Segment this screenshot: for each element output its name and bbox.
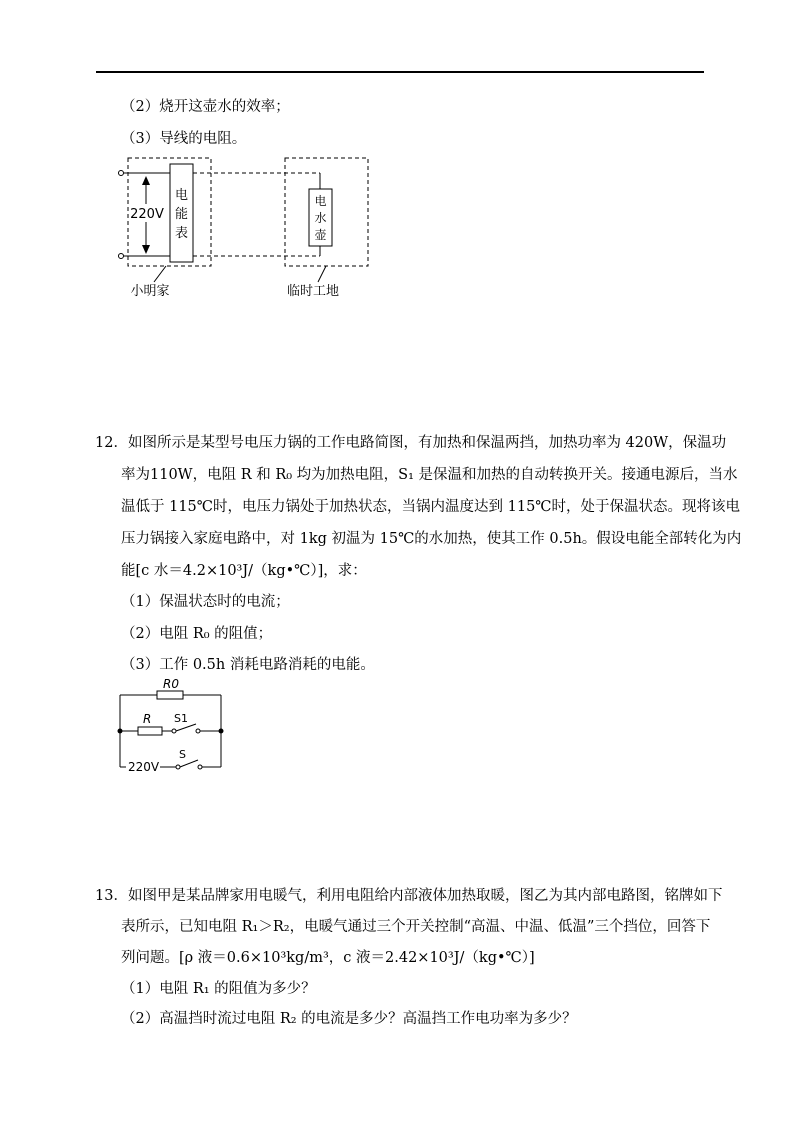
- q12-circuit-figure: [0, 670, 800, 780]
- q13-sub2: （2）高温挡时流过电阻 R₂ 的电流是多少？高温挡工作电功率为多少？: [121, 1011, 577, 1027]
- meter-char-1: 电: [174, 188, 189, 203]
- q12-line-1: 12．如图所示是某型号电压力锅的工作电路简图，有加热和保温两挡，加热功率为 420W，保温功: [95, 435, 727, 451]
- header-rule: [96, 71, 704, 73]
- q11-sub2: （2）烧开这壶水的效率；: [121, 99, 290, 115]
- resistor-r: [138, 727, 162, 735]
- resistor-r0: [157, 691, 183, 699]
- r-label: R: [143, 712, 152, 726]
- s1-label: S1: [174, 712, 188, 725]
- q11-sub3: （3）导线的电阻。: [121, 131, 247, 147]
- site-label: 临时工地: [286, 284, 340, 299]
- meter-char-3: 表: [174, 226, 189, 241]
- q12-line-4: 压力锅接入家庭电路中，对 1kg 初温为 15℃的水加热，使其工作 0.5h。假设电能全部转化为内: [121, 531, 742, 547]
- q11-circuit-figure: [0, 150, 800, 310]
- switch-s1: [176, 724, 196, 731]
- q13-line-3: 列问题。[ρ 液＝0.6×10³kg/m³，c 液＝2.42×10³J/（kg•℃）]: [121, 950, 535, 966]
- home-label: 小明家: [130, 284, 170, 299]
- q12-line-5: 能[c 水＝4.2×10³J/（kg•℃）]，求：: [121, 563, 367, 579]
- s-label: S: [179, 748, 186, 761]
- q12-voltage-label: 220V: [128, 760, 160, 774]
- q12-line-3: 温低于 115℃时，电压力锅处于加热状态，当锅内温度达到 115℃时，处于保温状态。现将该电: [121, 499, 741, 515]
- meter-char-2: 能: [174, 207, 189, 222]
- terminal-bottom: [119, 254, 124, 259]
- kettle-char-1: 电: [314, 194, 327, 208]
- kettle-char-3: 壶: [314, 228, 327, 242]
- r0-label: R0: [163, 677, 179, 691]
- switch-s: [180, 760, 198, 767]
- q11-voltage-label: 220V: [130, 207, 164, 222]
- q12-sub1: （1）保温状态时的电流；: [121, 594, 290, 610]
- arrow-down-icon: [142, 245, 150, 254]
- q12-sub3: （3）工作 0.5h 消耗电路消耗的电能。: [121, 657, 375, 673]
- q13-sub1: （1）电阻 R₁ 的阻值为多少？: [121, 981, 316, 997]
- q13-line-2: 表所示，已知电阻 R₁＞R₂，电暖气通过三个开关控制“高温、中温、低温”三个挡位，回答下: [121, 919, 711, 935]
- kettle-char-2: 水: [314, 211, 327, 225]
- q12-line-2: 率为110W，电阻 R 和 R₀ 均为加热电阻，S₁ 是保温和加热的自动转换开关。接通电源后，当水: [121, 467, 738, 483]
- terminal-top: [119, 171, 124, 176]
- q13-line-1: 13．如图甲是某品牌家用电暖气，利用电阻给内部液体加热取暖，图乙为其内部电路图，铭牌如下: [95, 888, 723, 904]
- q12-sub2: （2）电阻 R₀ 的阻值；: [121, 626, 273, 642]
- arrow-up-icon: [142, 176, 150, 185]
